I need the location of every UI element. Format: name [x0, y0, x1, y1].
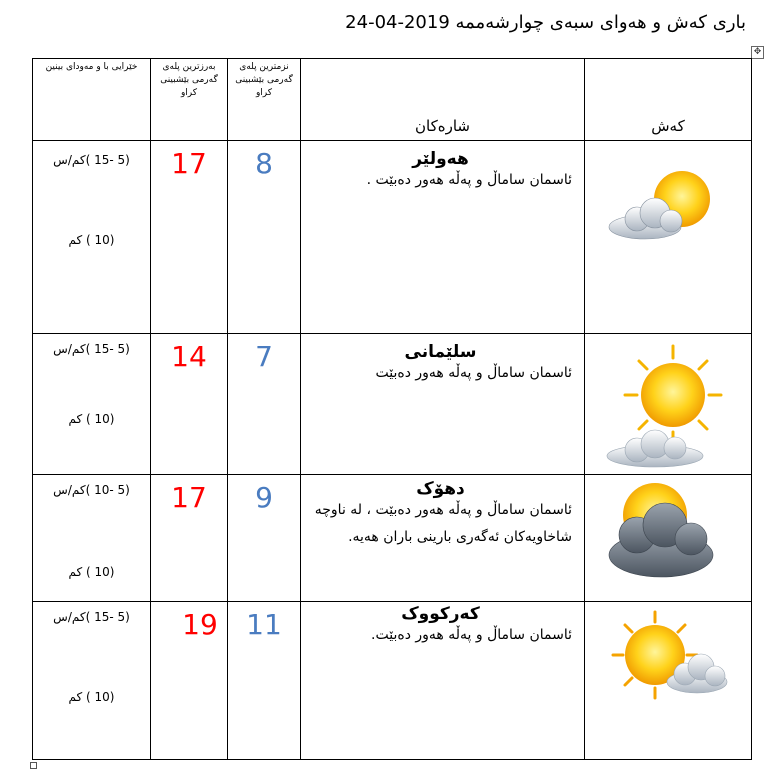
table-move-handle-icon[interactable]: ✥ [751, 46, 764, 59]
header-weather-label: کەش [651, 117, 685, 135]
visibility[interactable]: (10 ) کم [68, 690, 115, 704]
table-row [33, 334, 752, 475]
min-temp: 7 [255, 340, 273, 373]
min-temp: 11 [246, 608, 282, 641]
visibility: (10 ) کم [68, 565, 115, 579]
wind-cell [33, 602, 151, 760]
max-temp: 19 [182, 608, 218, 641]
sunny-cloud-icon [585, 602, 752, 760]
max-temp: 14 [171, 340, 207, 373]
table-end-marker [30, 762, 37, 769]
weather-icon-cell [585, 602, 752, 760]
table-row [33, 475, 752, 602]
wind-speed: (5 -15 )کم/س [53, 342, 130, 356]
weather-icon-cell [585, 141, 752, 334]
city-forecast: ئاسمان ساماڵ و پەڵە هەور دەبێت . [366, 172, 572, 188]
max-cell [151, 602, 228, 760]
partly-cloudy-icon [585, 141, 752, 334]
visibility: (10 ) کم [68, 233, 115, 247]
city-name: سلێمانی [404, 342, 477, 362]
wind-speed: (5 -15 )کم/س [53, 153, 130, 167]
table-row [33, 141, 752, 334]
city-cell [301, 475, 585, 602]
header-min-label: نزمترین پلەی گەرمی بێشبینی کراو [235, 62, 293, 98]
header-city [301, 59, 585, 141]
min-cell [228, 602, 301, 760]
min-cell [228, 475, 301, 602]
sun-with-clouds-icon [585, 334, 752, 475]
max-cell [151, 475, 228, 602]
min-temp: 8 [255, 147, 273, 180]
wind-cell [33, 475, 151, 602]
city-forecast: ئاسمان ساماڵ و پەڵە هەور دەبێت. [371, 627, 572, 643]
min-cell [228, 141, 301, 334]
header-wind [33, 59, 151, 141]
visibility: (10 ) کم [68, 412, 115, 426]
header-min [228, 59, 301, 141]
wind-speed: (5 -10 )کم/س [53, 483, 130, 497]
table-row [33, 602, 752, 760]
min-cell [228, 334, 301, 475]
city-cell [301, 141, 585, 334]
max-cell [151, 334, 228, 475]
wind-cell [33, 334, 151, 475]
weather-table [32, 58, 752, 760]
header-max [151, 59, 228, 141]
header-city-label: شارەکان [415, 117, 470, 135]
weather-icon-cell [585, 475, 752, 602]
city-name: هەولێر [412, 149, 469, 169]
max-cell [151, 141, 228, 334]
city-cell [301, 334, 585, 475]
min-temp: 9 [255, 481, 273, 514]
max-temp: 17 [171, 481, 207, 514]
header-wind-label: خێرایی با و مەودای بینین [45, 62, 138, 72]
city-name: دهۆک [416, 479, 465, 499]
header-row [33, 59, 752, 141]
city-cell [301, 602, 585, 760]
cloudy-sun-icon [585, 475, 752, 602]
city-name: کەرکووک [401, 604, 480, 624]
page-title: باری کەش و هەوای سبەی چوارشەممە 2019-04-24 [345, 12, 746, 33]
city-forecast: ئاسمان ساماڵ و پەڵە هەور دەبێت [375, 365, 572, 381]
header-max-label: بەرزترین پلەی گەرمی بێشبینی کراو [160, 62, 218, 98]
wind-speed: (5 -15 )کم/س [53, 610, 130, 624]
max-temp: 17 [171, 147, 207, 180]
header-weather [585, 59, 752, 141]
wind-cell [33, 141, 151, 334]
weather-icon-cell [585, 334, 752, 475]
city-forecast: ئاسمان ساماڵ و پەڵە هەور دەبێت ، لە ناوچە شاخاویەکان ئەگەری بارینی باران هەیە. [314, 502, 572, 545]
